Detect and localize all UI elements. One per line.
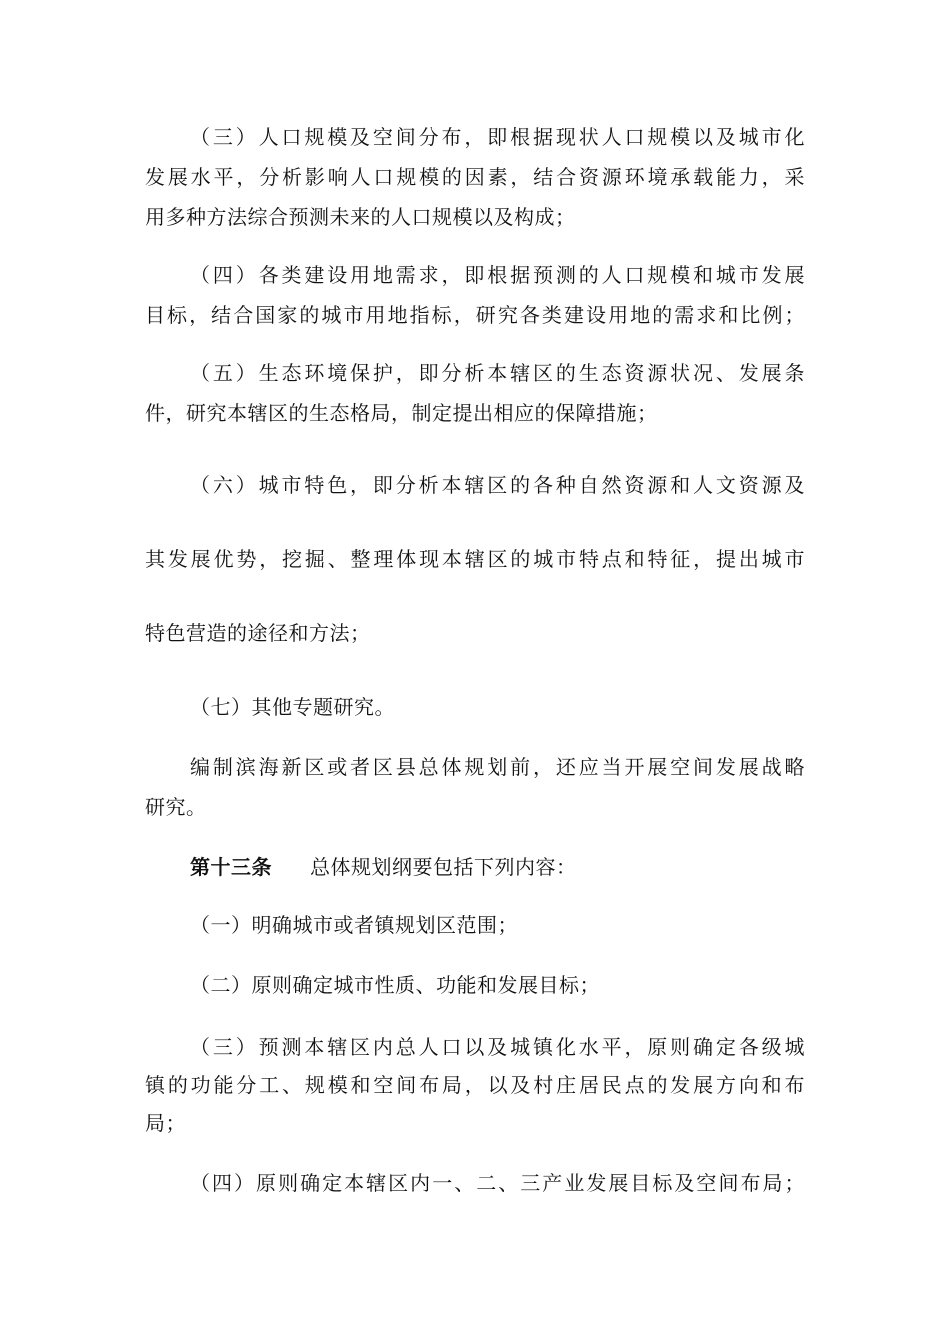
paragraph-strategy-line-1: 编制滨海新区或者区县总体规划前，还应当开展空间发展战略 (190, 755, 805, 779)
article-13-item-3-line-3: 局； (145, 1111, 186, 1135)
article-13-item-1: （一）明确城市或者镇规划区范围； (190, 913, 518, 937)
paragraph-strategy-line-2: 研究。 (145, 795, 207, 819)
paragraph-city-features-line-2: 其发展优势，挖掘、整理体现本辖区的城市特点和特征，提出城市 (145, 547, 805, 571)
article-13-item-3-line-1: （三）预测本辖区内总人口以及城镇化水平，原则确定各级城 (190, 1035, 805, 1059)
article-13-text: 总体规划纲要包括下列内容： (310, 855, 577, 879)
article-13-number: 第十三条 (190, 855, 272, 879)
article-13-heading (190, 854, 805, 880)
paragraph-population-line-2: 发展水平，分析影响人口规模的因素，结合资源环境承载能力，采 (145, 165, 805, 189)
paragraph-city-features-line-1: （六）城市特色，即分析本辖区的各种自然资源和人文资源及 (190, 473, 805, 497)
paragraph-population-line-1: （三）人口规模及空间分布，即根据现状人口规模以及城市化 (190, 125, 805, 149)
paragraph-other-studies: （七）其他专题研究。 (190, 695, 395, 719)
paragraph-ecology-line-2: 件，研究本辖区的生态格局，制定提出相应的保障措施； (145, 401, 658, 425)
paragraph-land-use-line-2: 目标，结合国家的城市用地指标，研究各类建设用地的需求和比例； (145, 303, 805, 327)
article-13-item-3-line-2: 镇的功能分工、规模和空间布局，以及村庄居民点的发展方向和布 (145, 1073, 805, 1097)
article-13-item-2: （二）原则确定城市性质、功能和发展目标； (190, 973, 600, 997)
paragraph-city-features-line-3: 特色营造的途径和方法； (145, 621, 371, 645)
paragraph-land-use-line-1: （四）各类建设用地需求，即根据预测的人口规模和城市发展 (190, 263, 805, 287)
paragraph-ecology-line-1: （五）生态环境保护，即分析本辖区的生态资源状况、发展条 (190, 361, 805, 385)
paragraph-population-line-3: 用多种方法综合预测未来的人口规模以及构成； (145, 205, 576, 229)
article-13-item-4: （四）原则确定本辖区内一、二、三产业发展目标及空间布局； (190, 1171, 805, 1195)
